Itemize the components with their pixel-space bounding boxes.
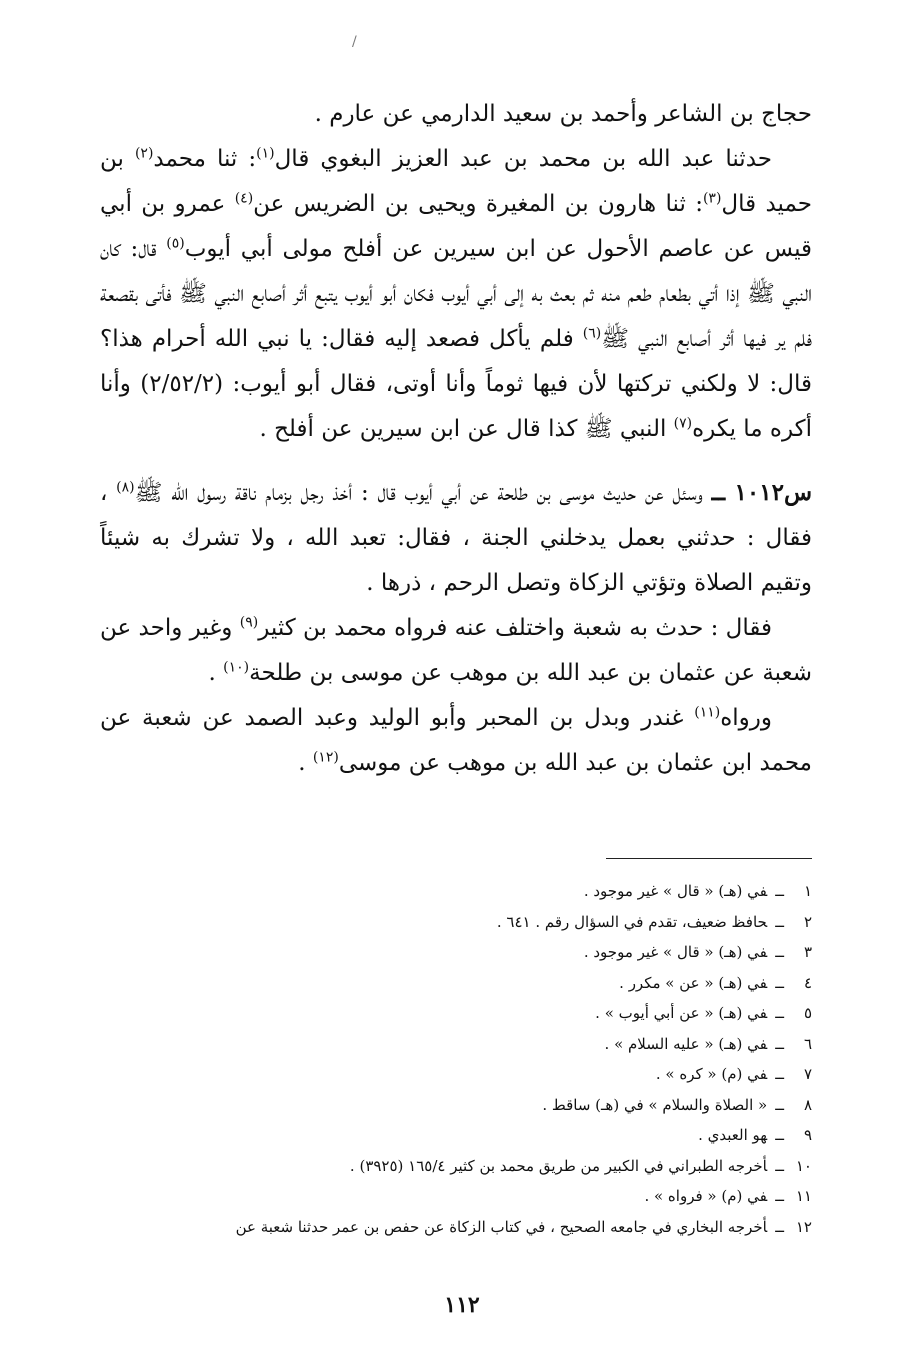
- footnote-ref-12: (١٢): [312, 749, 339, 766]
- footnote-item: ٨ــ« الصلاة والسلام » في (هـ) ساقط .: [542, 1095, 812, 1114]
- main-text: [100, 92, 812, 786]
- footnote-item: ٩ــهو العبدي .: [698, 1126, 812, 1144]
- footnote-ref-2: (٢): [134, 145, 154, 162]
- paragraph-riwaya: ورواه$^{(١١)}$ غندر وبدل بن المحبر وأبو الوليد وعبد الصمد عن شعبة عن محمد ابن عثمان بن عبد الله بن موهب عن موسى$^{(١٢)}$ .: [100, 704, 812, 776]
- paragraph-answer: فقال : حدث به شعبة واختلف عنه فرواه محمد بن كثير$^{(٩)}$ وغير واحد عن شعبة عن عثمان بن عبد الله بن موهب عن موسى بن طلحة$^{(١٠)}$ .: [100, 614, 812, 686]
- footnote-ref-4: (٤): [234, 190, 254, 207]
- footnote-ref-1: (١): [256, 145, 275, 162]
- page-number: ١١٢: [444, 1292, 480, 1318]
- footnote-item: ٢ــحافظ ضعيف، تقدم في السؤال رقم . ٦٤١ .: [496, 912, 812, 931]
- footnote-item: ٣ــفي (هـ) « قال » غير موجود .: [583, 943, 812, 961]
- footnote-ref-7: (٧): [673, 415, 693, 432]
- footnote-ref-11: (١١): [694, 704, 721, 721]
- footnote-ref-8: (٨): [116, 479, 135, 496]
- footnote-ref-10: (١٠): [223, 659, 250, 676]
- footnote-item: ١٢ــأخرجه البخاري في جامعه الصحيح ، في كتاب الزكاة عن حفص بن عمر حدثنا شعبة عن: [235, 1217, 812, 1236]
- footnote-item: ٥ــفي (هـ) « عن أبي أيوب » .: [595, 1004, 812, 1022]
- footnote-ref-3: (٣): [702, 190, 722, 207]
- paragraph-1: حجاج بن الشاعر وأحمد بن سعيد الدارمي عن عارم .: [314, 101, 812, 127]
- question-number: س١٠١٢ ــ: [711, 479, 813, 506]
- margin-mark: /: [352, 34, 357, 50]
- footnote-ref-6: (٦): [582, 325, 602, 342]
- footnote-item: ٧ــفي (م) « كره » .: [655, 1065, 812, 1083]
- footnote-item: ٦ــفي (هـ) « عليه السلام » .: [604, 1034, 812, 1053]
- footnote-item: ٤ــفي (هـ) « عن » مكرر .: [619, 973, 812, 992]
- paragraph-2: حدثنا عبد الله بن محمد بن عبد العزيز البغوي قال$^{(١)}$: ثنا محمد$^{(٢)}$ بن حميد قال$^{(٣)}$: ثنا هارون بن المغيرة ويحيى بن الضريس عن$^{(٤)}$ عمرو بن أبي قيس عن عاصم الأحول عن ابن سيرين عن أفلح مولى أبي أيوب$^{(٥)}$ قال: كان النبي ﷺ إذا أتي بطعام طعم منه ثم بعث به إلى أبي أيوب فكان أبو أيوب يتبع أثر أصابع النبي ﷺ فأتى بقصعة فلم ير فيها أثر أصابع النبي ﷺ$^{(٦)}$ فلم يأكل فصعد إليه فقال: يا نبي الله أحرام هذا؟ قال: لا ولكني تركتها لأن فيها ثوماً وأنا أوتى، فقال أبو أيوب: (٢/٥٢/٢) وأنا أكره ما يكره$^{(٧)}$ النبي ﷺ كذا قال عن ابن سيرين عن أفلح .: [100, 145, 812, 442]
- footnote-separator: [606, 858, 812, 859]
- footnote-ref-9: (٩): [239, 614, 259, 631]
- footnotes-list: [100, 876, 812, 1242]
- question-1012: س١٠١٢ ــ وسئل عن حديث موسى بن طلحة عن أبي أيوب قال : أخذ رجل بزمام ناقة رسول الله ﷺ$^{(٨)}$ ، فقال : حدثني بعمل يدخلني الجنة ، فقال: تعبد الله ، ولا تشرك به شيئاً وتقيم الصلاة وتؤتي الزكاة وتصل الرحم ، ذرها .: [100, 479, 813, 596]
- footnote-ref-5: (٥): [166, 235, 185, 252]
- footnote-item: ١١ــفي (م) « فرواه » .: [644, 1187, 812, 1205]
- footnote-item: ١٠ــأخرجه الطبراني في الكبير من طريق محمد بن كثير ١٦٥/٤ (٣٩٢٥) .: [349, 1156, 812, 1175]
- footnote-item: ١ــفي (هـ) « قال » غير موجود .: [583, 882, 812, 900]
